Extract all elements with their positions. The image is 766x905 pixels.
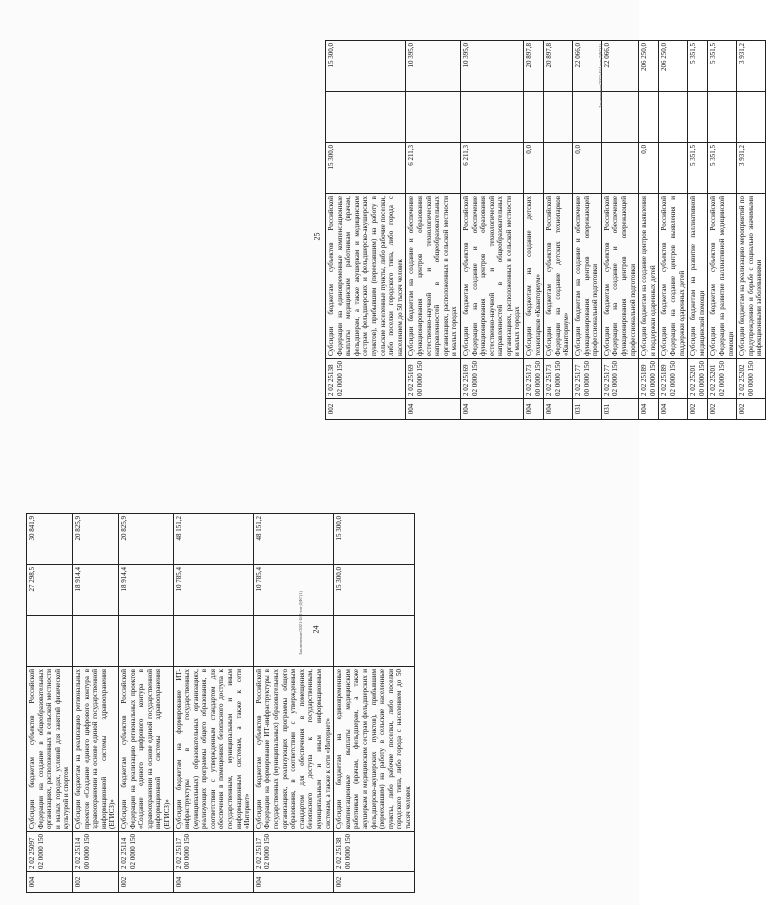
document-page-24: [26, 413, 415, 893]
budget-table: [26, 513, 415, 893]
table-row: [253, 514, 333, 893]
budget-code-cell: 2 02 25173 02 0000 150: [544, 359, 573, 399]
table-row: [334, 514, 414, 893]
budget-code-cell: 2 02 25189 00 0000 150: [639, 359, 659, 399]
table-row: [27, 514, 73, 893]
admin-code-cell: 004: [659, 399, 688, 420]
amount-cell: 20 897,8: [544, 41, 573, 92]
amount-cell: [72, 616, 118, 667]
table-row: [460, 41, 523, 420]
amount-cell: [601, 92, 638, 143]
amount-cell: 5 351,5: [708, 41, 737, 92]
table-row: [118, 514, 173, 893]
admin-code-cell: 002: [737, 399, 766, 420]
revenue-name-cell: Субсидии бюджетам на создание и обеспечение функционирования центров образования естественно-научной и технологической направленностей в общеобразовательных организациях, расположенных в сельской местности и малых городах: [406, 194, 461, 359]
document-page-25: [325, 0, 766, 420]
admin-code-cell: 002: [326, 399, 406, 420]
table-row: [688, 41, 708, 420]
revenue-name-cell: Субсидии бюджетам субъектов Российской Федерации на единовременные компенсационные выплаты медицинским работникам (врачам, фельдшерам, а также акушеркам и медицинским сестрам фельдшерских и фельдшерско-акушерских пунктов), прибывшим (переехавшим) на работу в сельские населенные пункты, либо рабочие поселки, либо поселки городского типа, либо города с населением до 50 тысяч человек: [326, 194, 406, 359]
amount-cell: 15 300,0: [334, 565, 414, 616]
admin-code-cell: 031: [573, 399, 602, 420]
amount-cell: 0,0: [639, 143, 659, 194]
amount-cell: 48 151,2: [173, 514, 253, 565]
admin-code-cell: 031: [601, 399, 638, 420]
amount-cell: [544, 143, 573, 194]
amount-cell: 15 300,0: [326, 143, 406, 194]
budget-code-cell: 2 02 25138 02 0000 150: [326, 359, 406, 399]
revenue-name-cell: Субсидии бюджетам субъектов Российской Федерации на создание центров выявления и поддержки одаренных детей: [659, 194, 688, 359]
amount-cell: 20 825,9: [118, 514, 173, 565]
table-row: [639, 41, 659, 420]
amount-cell: 15 300,0: [326, 41, 406, 92]
admin-code-cell: 004: [639, 399, 659, 420]
amount-cell: 206 250,0: [659, 41, 688, 92]
amount-cell: 206 250,0: [639, 41, 659, 92]
amount-cell: 48 151,2: [253, 514, 333, 565]
amount-cell: 0,0: [573, 143, 602, 194]
table-row: [601, 41, 638, 420]
page-number: 25: [312, 232, 322, 241]
amount-cell: [406, 92, 461, 143]
amount-cell: [659, 143, 688, 194]
revenue-name-cell: Субсидии бюджетам на создание детских технопарков «Кванториум»: [524, 194, 544, 359]
revenue-name-cell: Субсидии бюджетам на создание центров выявления и поддержки одаренных детей: [639, 194, 659, 359]
budget-code-cell: 2 02 25114 02 0000 150: [118, 832, 173, 872]
page-footer: Заключение/2021-Б61-нп-ДФГ(1): [598, 43, 603, 108]
admin-code-cell: 004: [253, 872, 333, 893]
revenue-name-cell: Субсидии бюджетам субъектов Российской Федерации на создание и обеспечение функционирования центров опережающей профессиональной подготовки: [601, 194, 638, 359]
budget-code-cell: 2 02 25114 00 0000 150: [72, 832, 118, 872]
revenue-name-cell: Субсидии бюджетам субъектов Российской Федерации на реализацию региональных проектов «Создание единого цифрового контура в здравоохранении на основе единой государственной информационной системы здравоохранения (ЕГИСЗ)»: [118, 667, 173, 832]
amount-cell: [173, 616, 253, 667]
revenue-name-cell: Субсидии бюджетам на единовременные компенсационные выплаты медицинским работникам (врачам, фельдшерам, а также акушеркам и медицинским сестрам фельдшерских и фельдшерско-акушерских пунктов), прибывшим (переехавшим) на работу в сельские населенные пункты, либо рабочие поселки, либо поселки городского типа, либо города с населением до 50 тысяч человек: [334, 667, 414, 832]
amount-cell: 22 066,0: [601, 41, 638, 92]
admin-code-cell: 004: [27, 872, 73, 893]
amount-cell: 18 914,4: [72, 565, 118, 616]
budget-code-cell: 2 02 25117 02 0000 150: [253, 832, 333, 872]
budget-code-cell: 2 02 25177 00 0000 150: [573, 359, 602, 399]
table-row: [659, 41, 688, 420]
amount-cell: [601, 143, 638, 194]
amount-cell: [460, 92, 523, 143]
amount-cell: 3 931,2: [737, 41, 766, 92]
table-row: [524, 41, 544, 420]
admin-code-cell: 004: [524, 399, 544, 420]
amount-cell: 27 298,5: [27, 565, 73, 616]
budget-code-cell: 2 02 25189 02 0000 150: [659, 359, 688, 399]
amount-cell: [639, 92, 659, 143]
amount-cell: 10 395,0: [460, 41, 523, 92]
amount-cell: 10 785,4: [253, 565, 333, 616]
amount-cell: 5 351,5: [708, 143, 737, 194]
amount-cell: 15 300,0: [334, 514, 414, 565]
amount-cell: [737, 92, 766, 143]
amount-cell: 6 211,3: [406, 143, 461, 194]
admin-code-cell: 002: [688, 399, 708, 420]
budget-code-cell: 2 02 25177 02 0000 150: [601, 359, 638, 399]
budget-code-cell: 2 02 25169 00 0000 150: [406, 359, 461, 399]
admin-code-cell: 004: [406, 399, 461, 420]
budget-code-cell: 2 02 25202 00 0000 150: [737, 359, 766, 399]
revenue-name-cell: Субсидии бюджетам на реализацию мероприятий по предупреждению и борьбе с социально значимыми инфекционными заболеваниями: [737, 194, 766, 359]
amount-cell: [708, 92, 737, 143]
table-row: [573, 41, 602, 420]
budget-code-cell: 2 02 25117 00 0000 150: [173, 832, 253, 872]
page-number: 24: [311, 625, 321, 634]
budget-code-cell: 2 02 25097 02 0000 150: [27, 832, 73, 872]
amount-cell: 10 785,4: [173, 565, 253, 616]
amount-cell: [524, 92, 544, 143]
budget-table: [325, 40, 766, 420]
revenue-name-cell: Субсидии бюджетам субъектов Российской Федерации на создание и обеспечение функционирования центров образования естественно-научной и технологической направленностей в общеобразовательных организациях, расположенных в сельской местности и малых городах: [460, 194, 523, 359]
admin-code-cell: 004: [460, 399, 523, 420]
revenue-name-cell: Субсидии бюджетам субъектов Российской Федерации на формирование ИТ-инфраструктуры в государственных (муниципальных) образовательных организациях, реализующих программы общего образования, в соответствии с утвержденным стандартом для обеспечения в помещениях безопасного доступа к государственным, муниципальным и иным информационным системам, а также к сети «Интернет»: [253, 667, 333, 832]
table-row: [326, 41, 406, 420]
budget-code-cell: 2 02 25201 00 0000 150: [688, 359, 708, 399]
admin-code-cell: 002: [334, 872, 414, 893]
amount-cell: 10 395,0: [406, 41, 461, 92]
budget-code-cell: 2 02 25169 02 0000 150: [460, 359, 523, 399]
amount-cell: [326, 92, 406, 143]
table-row: [544, 41, 573, 420]
revenue-name-cell: Субсидии бюджетам субъектов Российской Федерации на создание в общеобразовательных организациях, расположенных в сельской местности и малых городах, условий для занятий физической культурой и спортом: [27, 667, 73, 832]
amount-cell: [118, 616, 173, 667]
amount-cell: 0,0: [524, 143, 544, 194]
revenue-name-cell: Субсидии бюджетам на реализацию региональных проектов «Создание единого цифрового контура в здравоохранении на основе единой государственной информационной системы здравоохранения (ЕГИСЗ)»: [72, 667, 118, 832]
admin-code-cell: 004: [173, 872, 253, 893]
table-row: [173, 514, 253, 893]
page-footer: Заключение/2021-Б61-нп-ДФГ(1): [298, 590, 303, 655]
amount-cell: [334, 616, 414, 667]
amount-cell: 22 066,0: [573, 41, 602, 92]
amount-cell: 20 825,9: [72, 514, 118, 565]
table-row: [708, 41, 737, 420]
revenue-name-cell: Субсидии бюджетам субъектов Российской Федерации на создание детских технопарков «Кванториум»: [544, 194, 573, 359]
amount-cell: 30 841,9: [27, 514, 73, 565]
table-row: [72, 514, 118, 893]
admin-code-cell: 002: [708, 399, 737, 420]
revenue-name-cell: Субсидии бюджетам на развитие паллиативной медицинской помощи: [688, 194, 708, 359]
amount-cell: [253, 616, 333, 667]
amount-cell: [544, 92, 573, 143]
amount-cell: [27, 616, 73, 667]
amount-cell: 5 351,5: [688, 143, 708, 194]
admin-code-cell: 002: [118, 872, 173, 893]
amount-cell: 18 914,4: [118, 565, 173, 616]
revenue-name-cell: Субсидии бюджетам на создание и обеспечение функционирования центров опережающей профессиональной подготовки: [573, 194, 602, 359]
amount-cell: 3 931,2: [737, 143, 766, 194]
amount-cell: [688, 92, 708, 143]
admin-code-cell: 002: [72, 872, 118, 893]
amount-cell: [573, 92, 602, 143]
amount-cell: 20 897,8: [524, 41, 544, 92]
revenue-name-cell: Субсидии бюджетам на формирование ИТ-инфраструктуры в государственных (муниципальных) образовательных организациях, реализующих программы общего образования, в соответствии с утвержденным стандартом для обеспечения в помещениях безопасного доступа к государственным, муниципальным и иным информационным системам, а также к сети «Интернет»: [173, 667, 253, 832]
amount-cell: [659, 92, 688, 143]
budget-code-cell: 2 02 25201 02 0000 150: [708, 359, 737, 399]
admin-code-cell: 004: [544, 399, 573, 420]
amount-cell: 6 211,3: [460, 143, 523, 194]
revenue-name-cell: Субсидии бюджетам субъектов Российской Федерации на развитие паллиативной медицинской помощи: [708, 194, 737, 359]
budget-code-cell: 2 02 25138 00 0000 150: [334, 832, 414, 872]
budget-code-cell: 2 02 25173 00 0000 150: [524, 359, 544, 399]
table-row: [737, 41, 766, 420]
table-row: [406, 41, 461, 420]
amount-cell: 5 351,5: [688, 41, 708, 92]
